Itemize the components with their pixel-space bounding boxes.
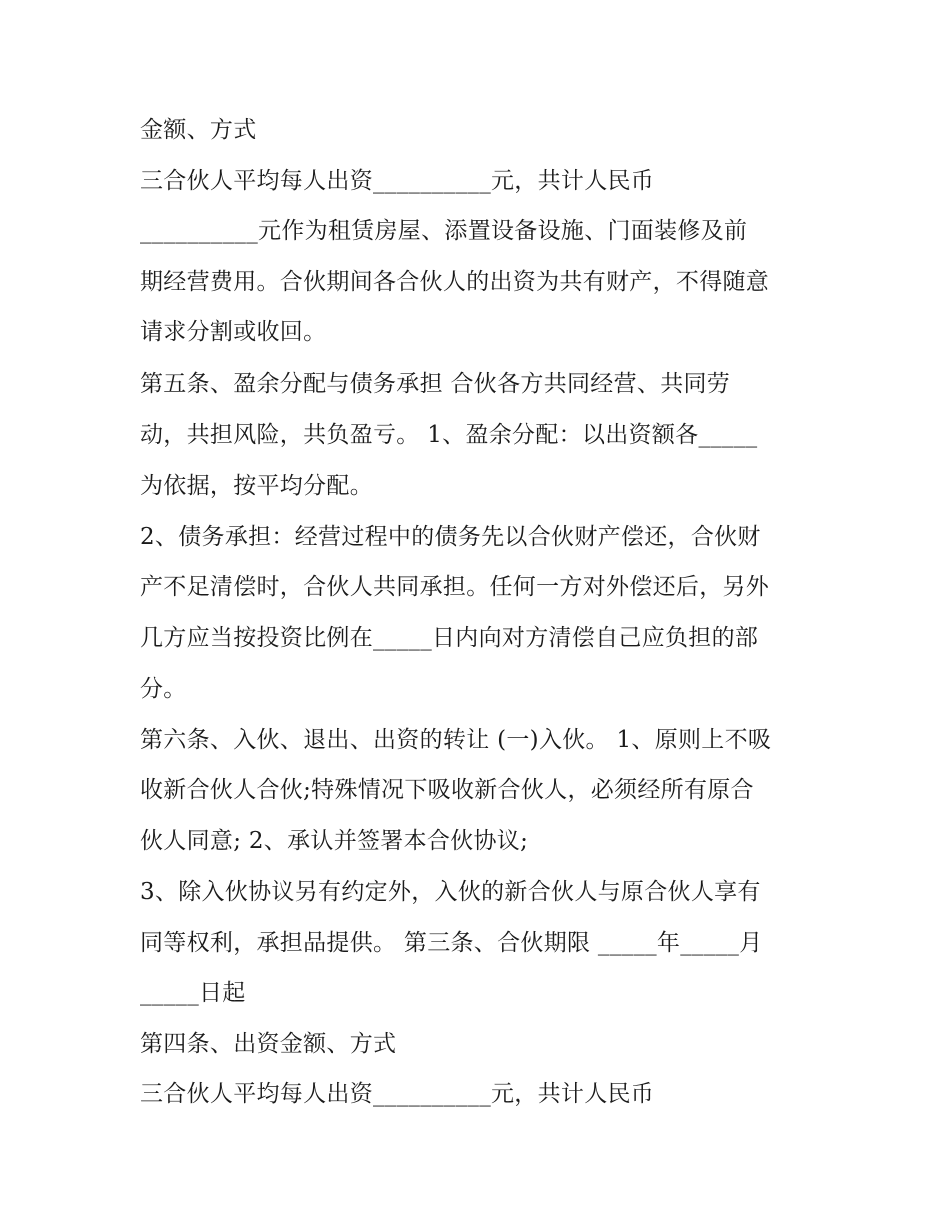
paragraph-line: 产不足清偿时，合伙人共同承担。任何一方对外偿还后，另外	[140, 574, 770, 600]
paragraph-line: 第四条、出资金额、方式	[140, 1031, 397, 1057]
paragraph-line: 动，共担风险，共负盈亏。 1、盈余分配：以出资额各_____	[140, 422, 758, 448]
paragraph-line: 几方应当按投资比例在_____日内向对方清偿自己应负担的部	[140, 625, 759, 651]
paragraph-line: 请求分割或收回。	[140, 319, 327, 345]
paragraph-line: __________元作为租赁房屋、添置设备设施、门面装修及前	[140, 218, 748, 244]
paragraph-line: 第五条、盈余分配与债务承担 合伙各方共同经营、共同劳	[140, 371, 731, 397]
paragraph-line: 三合伙人平均每人出资__________元，共计人民币	[140, 168, 655, 194]
paragraph-line: _____日起	[140, 980, 246, 1006]
paragraph-line: 分。	[140, 676, 187, 702]
paragraph-line: 期经营费用。合伙期间各合伙人的出资为共有财产，不得随意	[140, 269, 770, 295]
paragraph-line: 伙人同意; 2、承认并签署本合伙协议;	[140, 828, 529, 854]
paragraph-line: 金额、方式	[140, 117, 257, 143]
paragraph-line: 三合伙人平均每人出资__________元，共计人民币	[140, 1081, 655, 1107]
paragraph-line: 2、债务承担：经营过程中的债务先以合伙财产偿还，合伙财	[140, 524, 761, 550]
paragraph-line: 为依据，按平均分配。	[140, 473, 373, 499]
paragraph-line: 同等权利，承担品提供。 第三条、合伙期限 _____年_____月	[140, 930, 763, 956]
paragraph-line: 3、除入伙协议另有约定外，入伙的新合伙人与原合伙人享有	[140, 879, 761, 905]
paragraph-line: 收新合伙人合伙;特殊情况下吸收新合伙人，必须经所有原合	[140, 777, 754, 803]
paragraph-line: 第六条、入伙、退出、出资的转让 (一)入伙。 1、原则上不吸	[140, 727, 772, 753]
